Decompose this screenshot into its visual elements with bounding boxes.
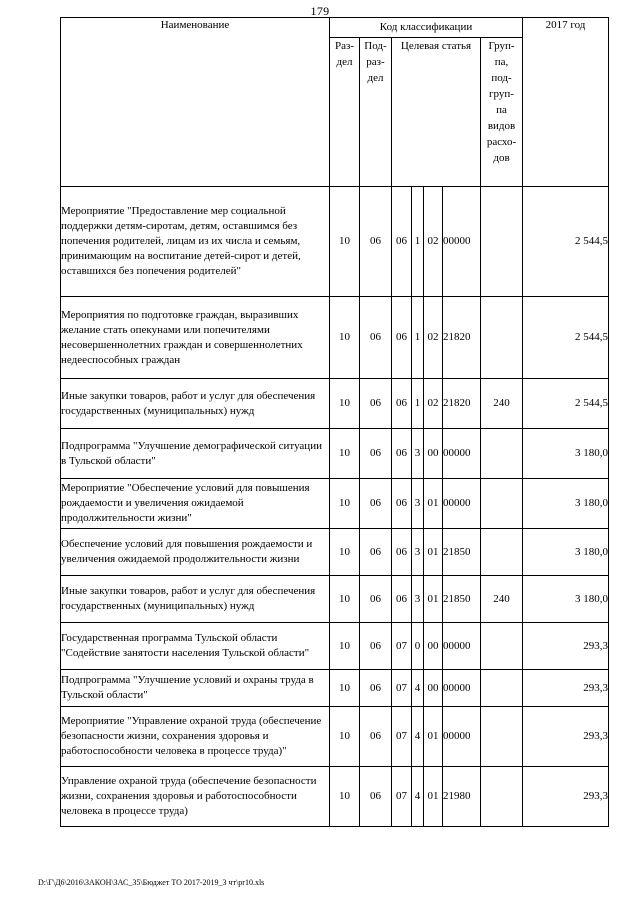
row-measure-code: 01 <box>424 707 443 767</box>
row-program-code: 07 <box>392 767 412 827</box>
table-row <box>61 429 609 479</box>
table-row <box>61 529 609 576</box>
row-measure-code: 00 <box>424 670 443 707</box>
row-subprogram-code: 3 <box>412 529 424 576</box>
row-subsection: 06 <box>360 187 392 297</box>
table-row <box>61 767 609 827</box>
row-subsection: 06 <box>360 529 392 576</box>
table-row <box>61 379 609 429</box>
row-subprogram-code: 1 <box>412 297 424 379</box>
row-section: 10 <box>330 429 360 479</box>
row-section: 10 <box>330 187 360 297</box>
row-measure-code: 00 <box>424 623 443 670</box>
file-path-footer: D:\Г\Д6\2016\ЗАКОН\ЗАС_35\Бюджет ТО 2017-2019_3 чт\pr10.xls <box>38 878 265 887</box>
page-number: 179 <box>310 4 330 18</box>
row-program-code: 06 <box>392 297 412 379</box>
row-amount: 293,3 <box>523 767 609 827</box>
row-subprogram-code: 0 <box>412 623 424 670</box>
row-section: 10 <box>330 623 360 670</box>
row-amount: 2 544,5 <box>523 379 609 429</box>
row-section: 10 <box>330 297 360 379</box>
table-row <box>61 576 609 623</box>
row-direction-code: 00000 <box>443 479 481 529</box>
row-subsection: 06 <box>360 623 392 670</box>
row-measure-code: 02 <box>424 297 443 379</box>
row-program-code: 06 <box>392 529 412 576</box>
row-subprogram-code: 3 <box>412 576 424 623</box>
header-section: Раз- дел <box>330 38 360 187</box>
row-subprogram-code: 4 <box>412 707 424 767</box>
row-program-code: 06 <box>392 379 412 429</box>
table-row <box>61 479 609 529</box>
row-section: 10 <box>330 529 360 576</box>
row-subprogram-code: 4 <box>412 767 424 827</box>
row-measure-code: 01 <box>424 479 443 529</box>
row-measure-code: 01 <box>424 576 443 623</box>
row-amount: 293,3 <box>523 670 609 707</box>
row-program-code: 07 <box>392 707 412 767</box>
row-measure-code: 02 <box>424 379 443 429</box>
row-measure-code: 01 <box>424 529 443 576</box>
row-amount: 3 180,0 <box>523 529 609 576</box>
row-name: Подпрограмма "Улучшение условий и охраны труда в Тульской области" <box>61 670 330 707</box>
row-section: 10 <box>330 670 360 707</box>
header-classification: Код классификации <box>330 18 523 38</box>
row-program-code: 06 <box>392 429 412 479</box>
row-expense-group <box>481 623 523 670</box>
row-expense-group <box>481 529 523 576</box>
row-expense-group <box>481 767 523 827</box>
row-name: Мероприятие "Предоставление мер социальной поддержки детям-сиротам, детям, оставшимся без попечения родителей, лицам из их числа и семьям, принимающим на воспитание детей-сирот и детей, оставшихся без попечения родителей" <box>61 187 330 297</box>
row-direction-code: 00000 <box>443 187 481 297</box>
row-amount: 3 180,0 <box>523 576 609 623</box>
row-direction-code: 21820 <box>443 379 481 429</box>
row-subsection: 06 <box>360 576 392 623</box>
row-name: Подпрограмма "Улучшение демографической ситуации в Тульской области" <box>61 429 330 479</box>
header-name: Наименование <box>61 18 330 187</box>
row-subprogram-code: 1 <box>412 379 424 429</box>
row-name: Управление охраной труда (обеспечение безопасности жизни, сохранения здоровья и работоспособности человека в процессе труда) <box>61 767 330 827</box>
row-amount: 2 544,5 <box>523 187 609 297</box>
table-row <box>61 670 609 707</box>
row-expense-group: 240 <box>481 379 523 429</box>
table-row <box>61 623 609 670</box>
row-subprogram-code: 1 <box>412 187 424 297</box>
row-name: Обеспечение условий для повышения рождаемости и увеличения ожидаемой продолжительности жизни <box>61 529 330 576</box>
row-subsection: 06 <box>360 429 392 479</box>
row-direction-code: 00000 <box>443 707 481 767</box>
table-row <box>61 707 609 767</box>
row-name: Мероприятие "Управление охраной труда (обеспечение безопасности жизни, сохранения здоровья и работоспособности человека в процессе труда)" <box>61 707 330 767</box>
row-subsection: 06 <box>360 767 392 827</box>
row-subprogram-code: 4 <box>412 670 424 707</box>
row-measure-code: 01 <box>424 767 443 827</box>
budget-table <box>60 17 609 827</box>
row-expense-group <box>481 479 523 529</box>
row-expense-group <box>481 297 523 379</box>
row-measure-code: 00 <box>424 429 443 479</box>
row-expense-group <box>481 707 523 767</box>
row-section: 10 <box>330 576 360 623</box>
row-subsection: 06 <box>360 479 392 529</box>
header-target-article: Целевая статья <box>392 38 481 187</box>
row-section: 10 <box>330 379 360 429</box>
header-expense-group: Груп- па, под- груп- па видов расхо- дов <box>481 38 523 187</box>
row-amount: 293,3 <box>523 623 609 670</box>
row-direction-code: 00000 <box>443 623 481 670</box>
row-section: 10 <box>330 479 360 529</box>
row-subsection: 06 <box>360 379 392 429</box>
row-program-code: 06 <box>392 187 412 297</box>
row-section: 10 <box>330 707 360 767</box>
table-row <box>61 187 609 297</box>
row-direction-code: 21850 <box>443 576 481 623</box>
row-expense-group <box>481 670 523 707</box>
header-year: 2017 год <box>523 18 609 187</box>
row-program-code: 06 <box>392 576 412 623</box>
row-program-code: 07 <box>392 670 412 707</box>
row-direction-code: 00000 <box>443 670 481 707</box>
row-expense-group <box>481 429 523 479</box>
row-measure-code: 02 <box>424 187 443 297</box>
row-subsection: 06 <box>360 297 392 379</box>
row-direction-code: 21850 <box>443 529 481 576</box>
row-program-code: 07 <box>392 623 412 670</box>
row-subprogram-code: 3 <box>412 479 424 529</box>
row-amount: 3 180,0 <box>523 479 609 529</box>
row-direction-code: 21980 <box>443 767 481 827</box>
row-name: Государственная программа Тульской области "Содействие занятости населения Тульской области" <box>61 623 330 670</box>
row-name: Мероприятие "Обеспечение условий для повышения рождаемости и увеличения ожидаемой продолжительности жизни" <box>61 479 330 529</box>
row-name: Иные закупки товаров, работ и услуг для обеспечения государственных (муниципальных) нужд <box>61 379 330 429</box>
row-amount: 293,3 <box>523 707 609 767</box>
header-subsection: Под- раз- дел <box>360 38 392 187</box>
row-subprogram-code: 3 <box>412 429 424 479</box>
row-subsection: 06 <box>360 707 392 767</box>
table-body <box>61 187 609 827</box>
row-subsection: 06 <box>360 670 392 707</box>
row-direction-code: 21820 <box>443 297 481 379</box>
row-section: 10 <box>330 767 360 827</box>
row-program-code: 06 <box>392 479 412 529</box>
row-amount: 2 544,5 <box>523 297 609 379</box>
table-row <box>61 297 609 379</box>
row-expense-group <box>481 187 523 297</box>
row-name: Мероприятия по подготовке граждан, выразивших желание стать опекунами или попечителями несовершеннолетних граждан и совершеннолетних недееспособных граждан <box>61 297 330 379</box>
row-amount: 3 180,0 <box>523 429 609 479</box>
row-direction-code: 00000 <box>443 429 481 479</box>
row-expense-group: 240 <box>481 576 523 623</box>
row-name: Иные закупки товаров, работ и услуг для обеспечения государственных (муниципальных) нужд <box>61 576 330 623</box>
